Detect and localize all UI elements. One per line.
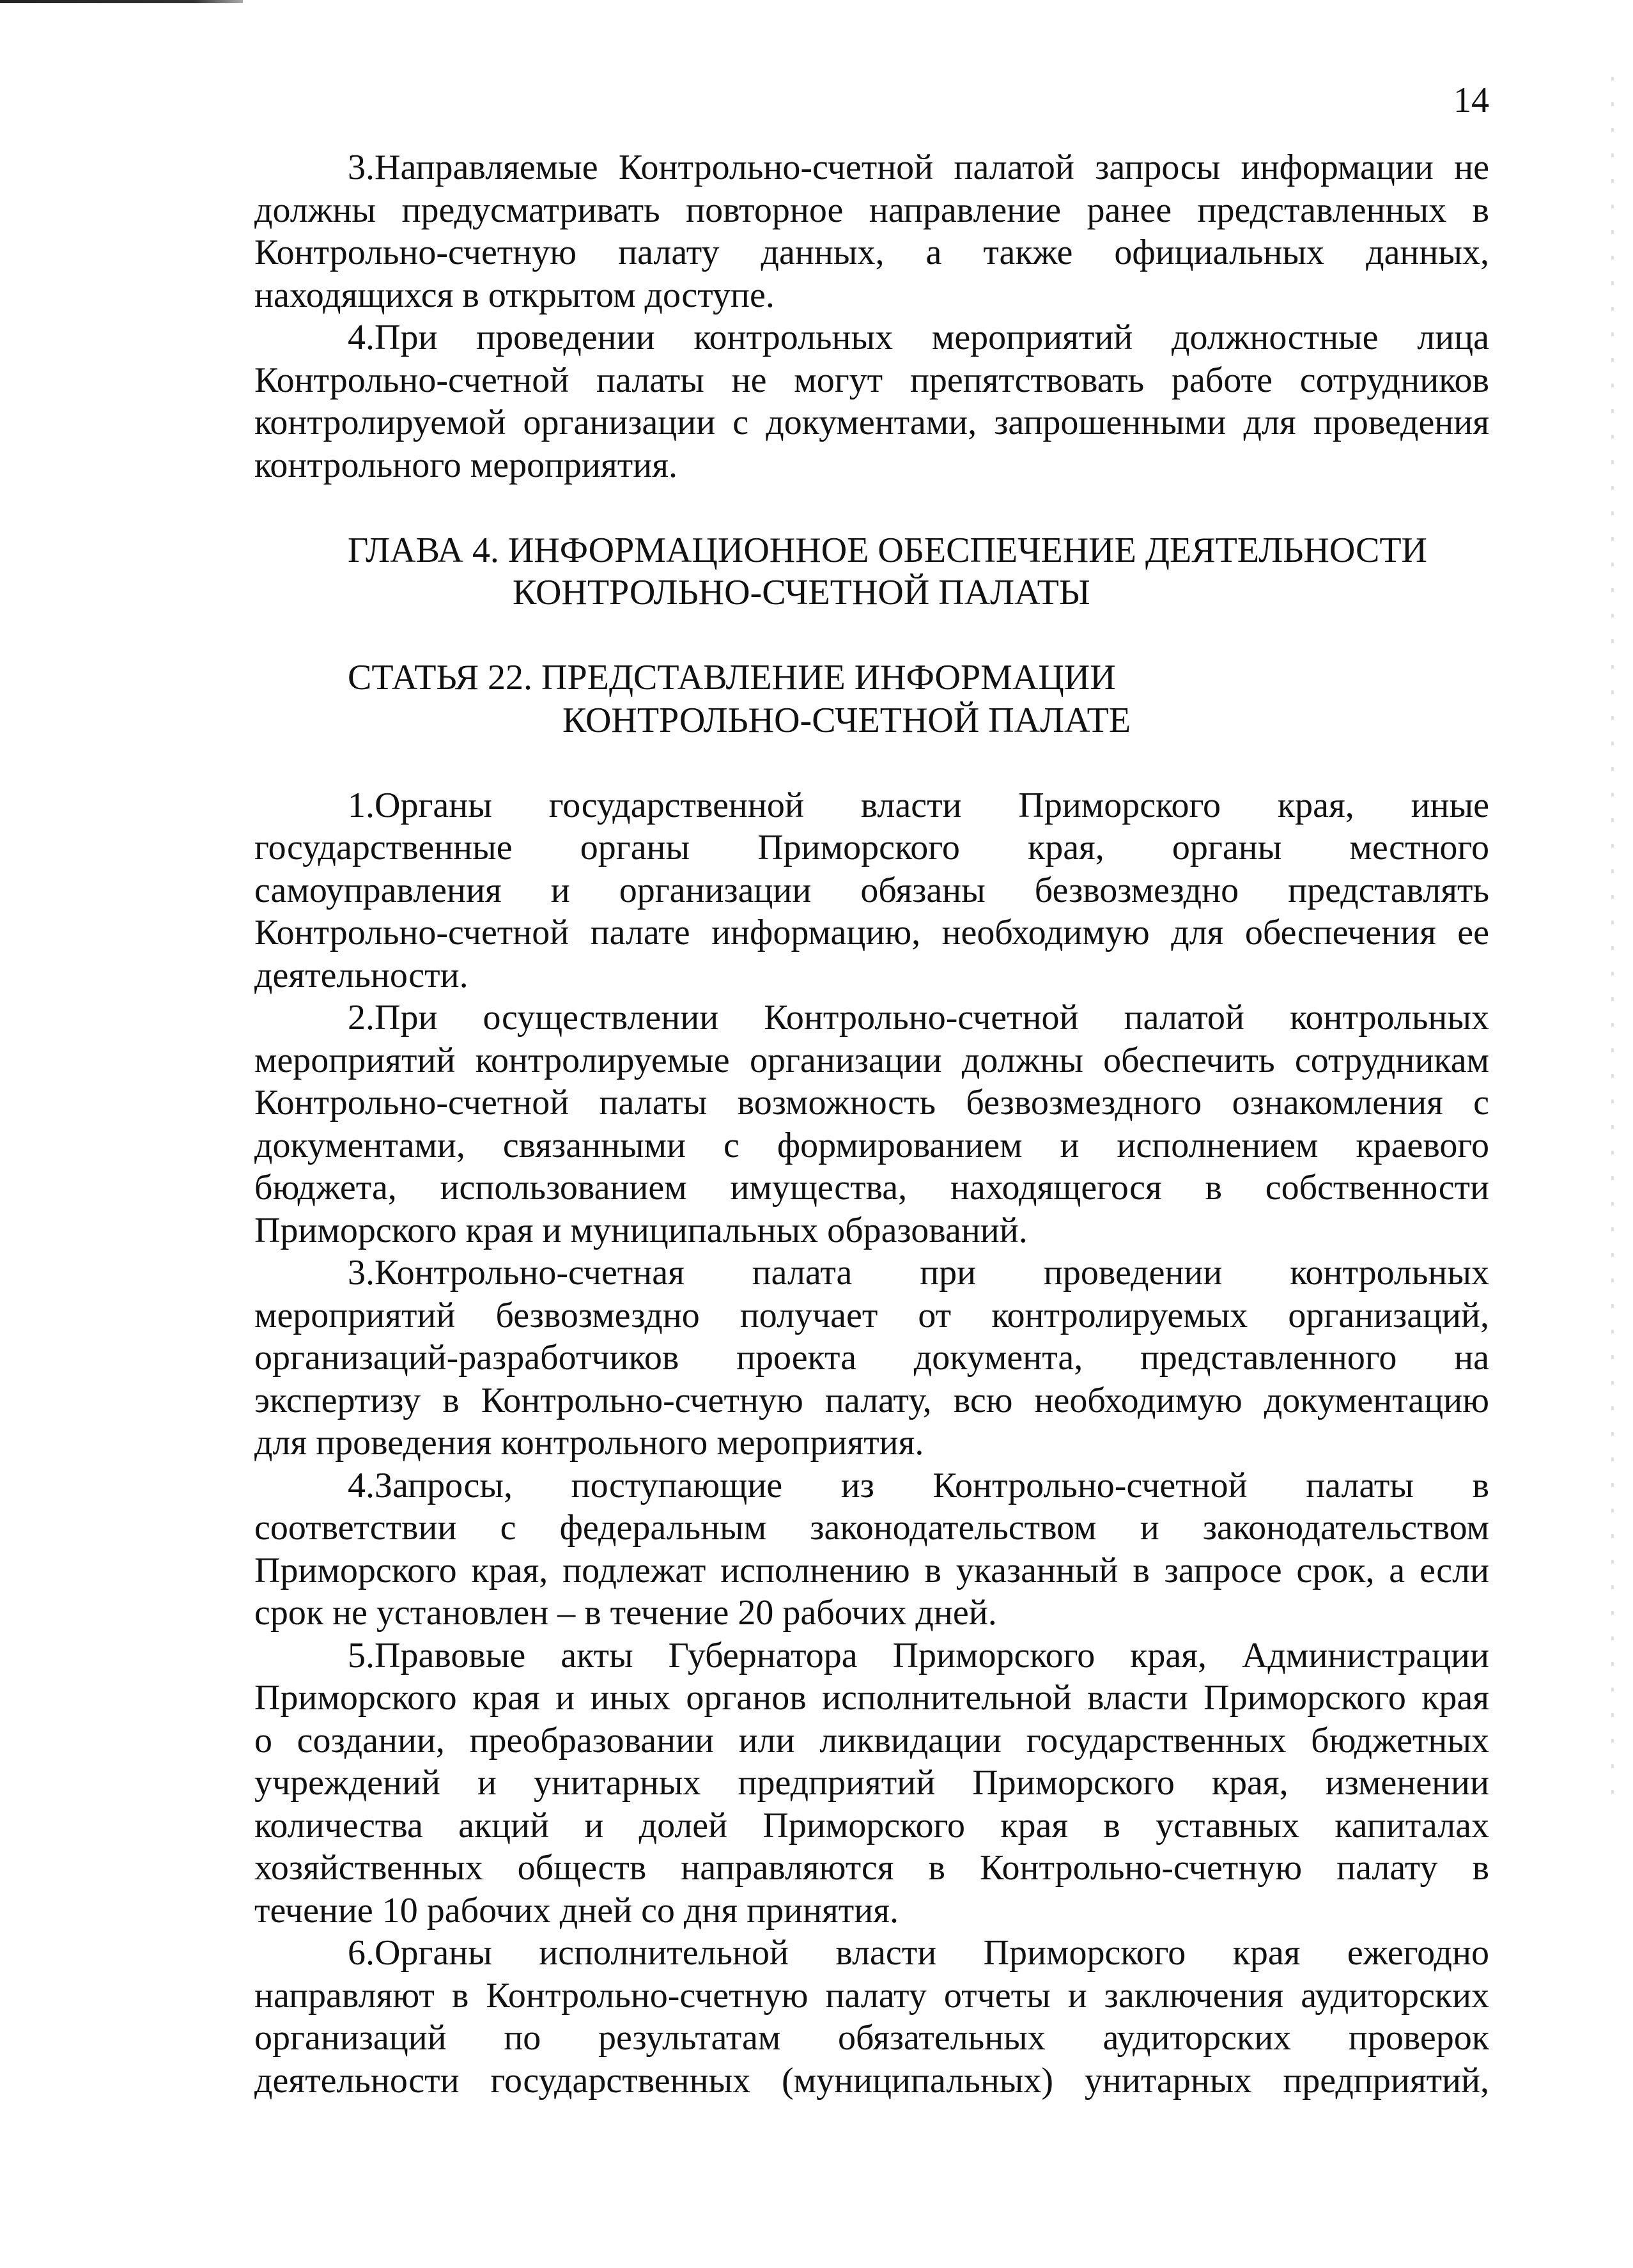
- text-line: 4.Запросы, поступающие из Контрольно-счетной палаты в: [348, 1465, 1489, 1505]
- paragraph: [254, 1252, 1489, 1464]
- text-line: 2.При осуществлении Контрольно-счетной палатой контрольных: [348, 998, 1489, 1037]
- paragraph: [254, 316, 1489, 486]
- article-heading-line: КОНТРОЛЬНО-СЧЕТНОЙ ПАЛАТЕ: [562, 700, 1131, 740]
- document-body: [254, 146, 1489, 2102]
- article-heading-line: СТАТЬЯ 22. ПРЕДСТАВЛЕНИЕ ИНФОРМАЦИИ: [348, 658, 1116, 697]
- text-line: Контрольно-счетной палате информацию, необходимую для обеспечения ее: [254, 913, 1489, 952]
- text-line: 5.Правовые акты Губернатора Приморского края, Администрации: [348, 1635, 1489, 1675]
- text-line: бюджета, использованием имущества, находящегося в собственности: [254, 1168, 1489, 1208]
- text-line: самоуправления и организации обязаны безвозмездно представлять: [254, 870, 1489, 910]
- text-line: мероприятий безвозмездно получает от контролируемых организаций,: [254, 1295, 1489, 1335]
- text-line: Приморского края и иных органов исполнительной власти Приморского края: [254, 1678, 1489, 1718]
- text-line: течение 10 рабочих дней со дня принятия.: [254, 1890, 899, 1930]
- text-line: соответствии с федеральным законодательством и законодательством: [254, 1508, 1489, 1548]
- blank-line: [254, 742, 1489, 784]
- text-line: Контрольно-счетной палаты не могут препятствовать работе сотрудников: [254, 360, 1489, 400]
- text-line: организаций-разработчиков проекта документа, представленного на: [254, 1338, 1489, 1378]
- text-line: направляют в Контрольно-счетную палату отчеты и заключения аудиторских: [254, 1975, 1489, 2016]
- paragraph: [254, 1464, 1489, 1635]
- text-line: хозяйственных обществ направляются в Контрольно-счетную палату в: [254, 1848, 1489, 1888]
- paragraph: [254, 784, 1489, 997]
- page-number: 14: [1453, 81, 1489, 120]
- text-line: Приморского края и муниципальных образований.: [254, 1210, 1028, 1250]
- paragraph: [254, 146, 1489, 316]
- text-line: о создании, преобразовании или ликвидации государственных бюджетных: [254, 1720, 1489, 1760]
- text-line: для проведения контрольного мероприятия.: [254, 1423, 924, 1463]
- paragraph: [254, 997, 1489, 1252]
- text-line: 3.Контрольно-счетная палата при проведении контрольных: [348, 1253, 1489, 1293]
- chapter-heading: [254, 529, 1489, 614]
- scan-artifact-line: [0, 0, 243, 3]
- text-line: учреждений и унитарных предприятий Приморского края, изменении: [254, 1763, 1489, 1803]
- text-line: организаций по результатам обязательных аудиторских проверок: [254, 2018, 1489, 2058]
- text-line: количества акций и долей Приморского края в уставных капиталах: [254, 1805, 1489, 1845]
- text-line: 4.При проведении контрольных мероприятий должностные лица: [348, 318, 1489, 357]
- text-line: контролируемой организации с документами, запрошенными для проведения: [254, 403, 1489, 442]
- text-line: мероприятий контролируемые организации должны обеспечить сотрудникам: [254, 1040, 1489, 1080]
- text-line: Контрольно-счетной палаты возможность безвозмездного ознакомления с: [254, 1083, 1489, 1122]
- text-line: срок не установлен – в течение 20 рабочих дней.: [254, 1593, 997, 1633]
- chapter-heading-line: ГЛАВА 4. ИНФОРМАЦИОННОЕ ОБЕСПЕЧЕНИЕ ДЕЯТЕЛЬНОСТИ: [348, 530, 1427, 570]
- paragraph: [254, 1635, 1489, 1932]
- text-line: государственные органы Приморского края, органы местного: [254, 828, 1489, 867]
- text-line: 6.Органы исполнительной власти Приморского края ежегодно: [348, 1933, 1489, 1973]
- scan-edge-noise: [1611, 77, 1614, 1803]
- text-line: экспертизу в Контрольно-счетную палату, всю необходимую документацию: [254, 1380, 1489, 1420]
- text-line: Приморского края, подлежат исполнению в указанный в запросе срок, а если: [254, 1550, 1489, 1590]
- text-line: находящихся в открытом доступе.: [254, 275, 775, 315]
- text-line: документами, связанными с формированием и исполнением краевого: [254, 1125, 1489, 1165]
- text-line: должны предусматривать повторное направление ранее представленных в: [254, 190, 1489, 230]
- text-line: деятельности государственных (муниципальных) унитарных предприятий,: [254, 2060, 1489, 2101]
- text-line: контрольного мероприятия.: [254, 445, 677, 485]
- text-line: Контрольно-счетную палату данных, а также официальных данных,: [254, 233, 1489, 272]
- blank-line: [254, 486, 1489, 529]
- text-line: деятельности.: [254, 955, 468, 995]
- chapter-heading-line: КОНТРОЛЬНО-СЧЕТНОЙ ПАЛАТЫ: [513, 573, 1090, 612]
- text-line: 3.Направляемые Контрольно-счетной палатой запросы информации не: [348, 148, 1489, 187]
- paragraph: [254, 1932, 1489, 2102]
- text-line: 1.Органы государственной власти Приморского края, иные: [348, 785, 1489, 825]
- article-heading: [254, 656, 1489, 742]
- blank-line: [254, 614, 1489, 657]
